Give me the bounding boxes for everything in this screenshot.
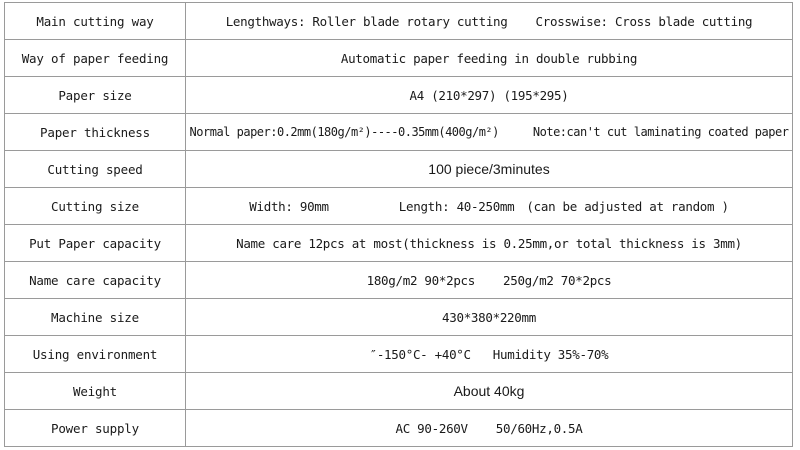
row-value: About 40kg [186, 373, 793, 410]
row-value: 430*380*220mm [186, 299, 793, 336]
value-part: Length: 40-250mm [398, 198, 515, 214]
row-value: A4 (210*297) (195*295) [186, 77, 793, 114]
row-value [186, 114, 793, 151]
row-label: Paper size [5, 77, 186, 114]
row-label: Power supply [5, 410, 186, 447]
row-value: Name care 12pcs at most(thickness is 0.25mm,or total thickness is 3mm) [186, 225, 793, 262]
row-value [186, 410, 793, 447]
value-part: ″-150°C- +40°C [369, 346, 471, 362]
value-part: AC 90-260V [395, 420, 468, 436]
table-row [5, 151, 793, 188]
table-row [5, 225, 793, 262]
table-row [5, 77, 793, 114]
value-part: 180g/m2 90*2pcs [366, 272, 475, 288]
specification-table [4, 2, 793, 447]
row-label: Name care capacity [5, 262, 186, 299]
row-value [186, 3, 793, 40]
value-part: Normal paper:0.2mm(180g/m²)----0.35mm(400g/m²) [189, 125, 499, 139]
value-part: (can be adjusted at random ) [526, 198, 729, 214]
table-row [5, 40, 793, 77]
row-label: Cutting speed [5, 151, 186, 188]
value-part: 50/60Hz,0.5A [495, 420, 583, 436]
table-row [5, 114, 793, 151]
row-label: Cutting size [5, 188, 186, 225]
row-label: Way of paper feeding [5, 40, 186, 77]
row-label: Main cutting way [5, 3, 186, 40]
value-part: Crosswise: Cross blade cutting [535, 13, 753, 29]
row-value [186, 262, 793, 299]
row-label: Weight [5, 373, 186, 410]
value-part: Lengthways: Roller blade rotary cutting [225, 13, 508, 29]
value-part: Width: 90mm [249, 198, 329, 214]
table-row [5, 262, 793, 299]
row-label: Paper thickness [5, 114, 186, 151]
row-label: Put Paper capacity [5, 225, 186, 262]
row-label: Using environment [5, 336, 186, 373]
row-label: Machine size [5, 299, 186, 336]
row-value [186, 188, 793, 225]
table-row [5, 373, 793, 410]
row-value: 100 piece/3minutes [186, 151, 793, 188]
value-part: Humidity 35%-70% [492, 346, 609, 362]
table-row [5, 188, 793, 225]
value-part: Note:can't cut laminating coated paper [532, 125, 789, 139]
table-row [5, 410, 793, 447]
value-part: 250g/m2 70*2pcs [503, 272, 612, 288]
table-row [5, 336, 793, 373]
table-row [5, 3, 793, 40]
row-value [186, 336, 793, 373]
table-row [5, 299, 793, 336]
row-value: Automatic paper feeding in double rubbing [186, 40, 793, 77]
